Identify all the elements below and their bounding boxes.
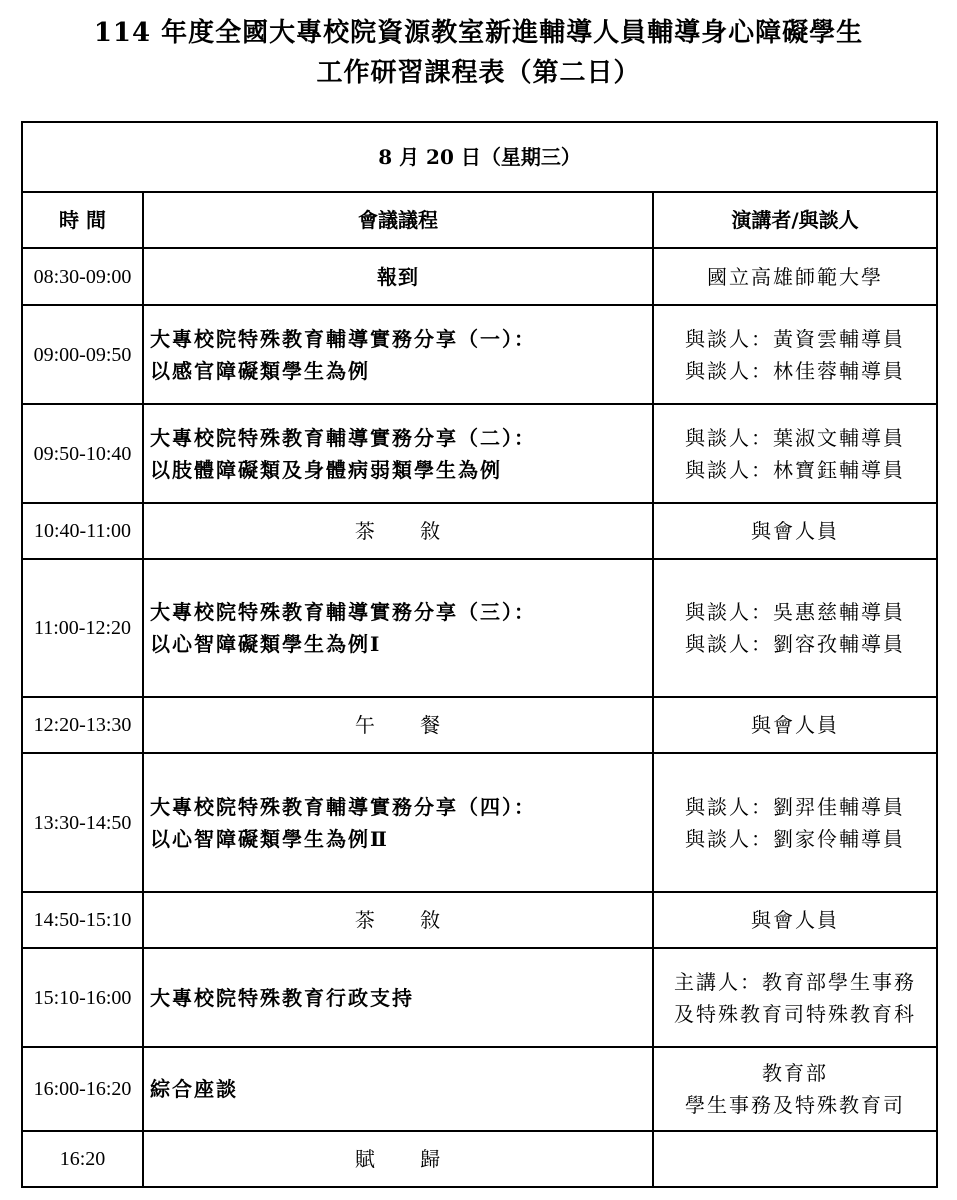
row-speaker: 與會人員 (653, 892, 937, 948)
table-row (22, 753, 937, 892)
row-time: 14:50-15:10 (22, 892, 143, 948)
row-time: 08:30-09:00 (22, 248, 143, 305)
schedule-table (21, 121, 938, 1188)
row-time: 16:20 (22, 1131, 143, 1187)
document-title-line-2: 工作研習課程表（第二日） (316, 58, 641, 88)
row-speaker: 與談人：葉淑文輔導員 與談人：林寶鈺輔導員 (653, 404, 937, 503)
date-header: 8 月 20 日（星期三） (22, 122, 937, 192)
row-speaker: 國立高雄師範大學 (653, 248, 937, 305)
row-time: 16:00-16:20 (22, 1047, 143, 1131)
row-agenda: 大專校院特殊教育行政支持 (143, 948, 653, 1047)
column-header-time: 時 間 (22, 192, 143, 248)
table-row (22, 948, 937, 1047)
row-time: 10:40-11:00 (22, 503, 143, 559)
document-title-line-1: 114 年度全國大專校院資源教室新進輔導人員輔導身心障礙學生 (93, 18, 864, 48)
row-time: 09:00-09:50 (22, 305, 143, 404)
column-header-agenda: 會議議程 (143, 192, 653, 248)
table-row (22, 404, 937, 503)
column-header-speaker: 演講者/與談人 (653, 192, 937, 248)
row-speaker: 與會人員 (653, 697, 937, 753)
column-header-row (22, 192, 937, 248)
row-speaker: 主講人：教育部學生事務 及特殊教育司特殊教育科 (653, 948, 937, 1047)
date-header-row (22, 122, 937, 192)
row-agenda: 大專校院特殊教育輔導實務分享（二）： 以肢體障礙類及身體病弱類學生為例 (143, 404, 653, 503)
table-row (22, 248, 937, 305)
row-agenda: 報到 (143, 248, 653, 305)
table-row (22, 503, 937, 559)
row-time: 11:00-12:20 (22, 559, 143, 697)
row-speaker: 與談人：黃資雲輔導員 與談人：林佳蓉輔導員 (653, 305, 937, 404)
row-time: 15:10-16:00 (22, 948, 143, 1047)
table-row (22, 305, 937, 404)
row-time: 09:50-10:40 (22, 404, 143, 503)
row-agenda: 大專校院特殊教育輔導實務分享（四）： 以心智障礙類學生為例Ⅱ (143, 753, 653, 892)
table-row (22, 697, 937, 753)
row-speaker (653, 1131, 937, 1187)
row-agenda: 茶 敘 (143, 892, 653, 948)
row-agenda: 綜合座談 (143, 1047, 653, 1131)
row-time: 12:20-13:30 (22, 697, 143, 753)
row-agenda: 午 餐 (143, 697, 653, 753)
row-agenda: 賦 歸 (143, 1131, 653, 1187)
table-row (22, 1047, 937, 1131)
table-row (22, 1131, 937, 1187)
table-row (22, 559, 937, 697)
row-agenda: 茶 敘 (143, 503, 653, 559)
row-time: 13:30-14:50 (22, 753, 143, 892)
table-row (22, 892, 937, 948)
row-agenda: 大專校院特殊教育輔導實務分享（一）： 以感官障礙類學生為例 (143, 305, 653, 404)
row-agenda: 大專校院特殊教育輔導實務分享（三）： 以心智障礙類學生為例Ⅰ (143, 559, 653, 697)
row-speaker: 教育部 學生事務及特殊教育司 (653, 1047, 937, 1131)
row-speaker: 與談人：劉羿佳輔導員 與談人：劉家伶輔導員 (653, 753, 937, 892)
row-speaker: 與會人員 (653, 503, 937, 559)
row-speaker: 與談人：吳惠慈輔導員 與談人：劉容孜輔導員 (653, 559, 937, 697)
